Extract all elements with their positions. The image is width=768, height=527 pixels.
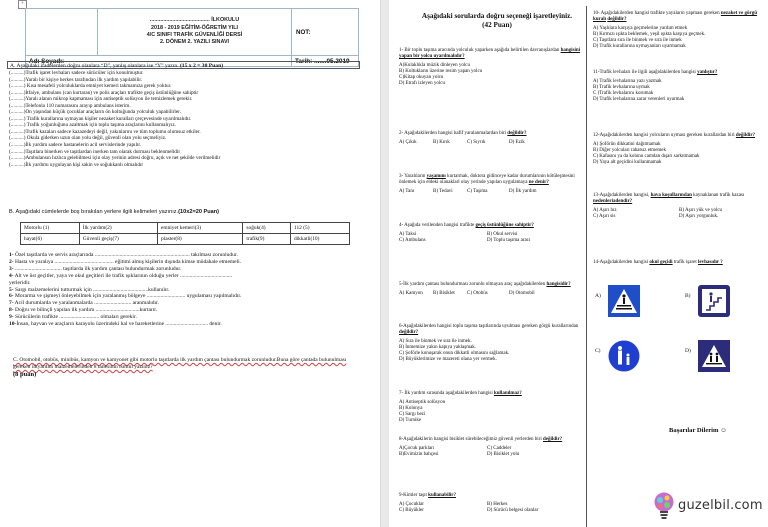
word-bank-cell: Güvenli geçiş(7): [79, 234, 157, 245]
stem-emphasis: yaşamını: [426, 174, 446, 179]
fill-in-sentence: [9, 266, 359, 273]
answer-option[interactable]: C) Taşıma: [467, 189, 488, 195]
sentence-text[interactable]: İnsan, hayvan ve araçların karayolu üzerindeki hal ve hareketlerine ............................... denir.: [16, 321, 222, 328]
stem-emphasis: değildir?: [735, 133, 756, 138]
question-stem: [399, 493, 584, 499]
answer-blank[interactable]: (..........): [9, 89, 26, 96]
answer-option[interactable]: D) Yaya alt geçidini kullanmamak: [593, 160, 662, 166]
stem-emphasis: değildir?: [399, 330, 419, 336]
stem-text: kurtarmak, doktora gidinceye kadar durumlarının kötüleşmesini önlemek için eldeki olanaklarl olay yerinde yapılan uygulamaya: [399, 174, 575, 186]
word-bank-row: [21, 234, 350, 245]
answer-option[interactable]: C) Otobüs: [467, 291, 488, 297]
answer-option[interactable]: B) Bisiklet: [433, 291, 455, 297]
statement-text: On yaşından küçük çocuklar araçların ön koltuğunda yolculuk yapabilirler.: [25, 109, 181, 116]
option-label: B): [685, 293, 691, 299]
sentence-number: 7-: [9, 300, 14, 307]
stem-emphasis: geçiş üstünlüğüne sahiptir?: [475, 223, 534, 228]
sentence-number: 10-: [9, 321, 17, 328]
answer-option[interactable]: A) Tanı: [399, 189, 415, 195]
answer-option[interactable]: C) Aşırı sis: [593, 214, 616, 220]
question-2: [399, 131, 584, 146]
stem-emphasis: nezaket ve görgü kuralı: [593, 11, 757, 23]
section-b-instruction: B. Aşağıdaki cümlelerde boş bırakılan yerlere ilgili kelimeleri yazınız.: [9, 209, 179, 215]
answer-option[interactable]: A)Kulaklıkla müzik dinleyen yolcu: [399, 63, 470, 69]
word-bank-cell: hayat(6): [21, 234, 80, 245]
fill-in-sentence: [9, 287, 359, 294]
question-9: [399, 493, 584, 514]
answer-option[interactable]: A) Sıra ile binmek ve sıra ile inmek.: [399, 339, 472, 345]
sentence-text[interactable]: Acil durumlarda ve yaralanmalarda ........................... aranmalıdır.: [13, 300, 159, 307]
stem-text: 3- Yaralıların: [399, 174, 427, 179]
answer-option[interactable]: B) Herkes: [487, 502, 508, 508]
sentence-text[interactable]: Sargı malzemelerini tutturmak için ........................................kullanılır.: [13, 286, 170, 293]
answer-option[interactable]: B) Koltukların üzerine resim yapan yolcu: [399, 69, 483, 75]
section-b-heading: [9, 209, 219, 215]
question-5: [399, 282, 584, 297]
answer-option[interactable]: B) Kolonya: [399, 406, 423, 412]
question-stem: [593, 133, 765, 139]
pedestrian-overpass-sign-icon: [698, 285, 730, 317]
sentence-text[interactable]: Sürücülerin trafikte ............................. olmaları gerekir.: [13, 314, 137, 321]
word-bank-cell: plaster(8): [158, 234, 243, 245]
stem-emphasis: değildir?: [607, 17, 627, 23]
answer-option[interactable]: B) İnmemize yakın kapıya yaklaşmak.: [399, 345, 477, 351]
answer-options: [593, 26, 765, 50]
answer-option[interactable]: C) Şoförle konuşarak onun dikkatli olmasını sağlamak.: [399, 351, 510, 357]
section-c-points: (8 puan): [13, 371, 37, 378]
statement-text: Trafik kurallarına uymayan kişiler nezaket kuralları çerçevesinde uyarılmalıdır.: [25, 115, 192, 122]
option-label: A): [595, 293, 601, 299]
question-10: [593, 11, 765, 51]
true-false-list: [9, 70, 359, 168]
word-bank-cell: 112 (5): [290, 223, 349, 234]
academic-year: 2018 - 2019 EĞİTİM-ÖĞRETİM YILI: [150, 24, 239, 31]
watermark-logo: [653, 492, 763, 520]
option-label: C): [595, 348, 601, 354]
stem-emphasis: kullanabilir?: [428, 493, 456, 498]
answer-option[interactable]: B) Kırmızı ışıkta beklemek, yeşil ışıkta karşıya geçmek.: [593, 32, 706, 38]
answer-blank[interactable]: (..........): [9, 115, 26, 122]
word-bank-cell: dikkatli(10): [290, 234, 349, 245]
pedestrian-crossing-sign-icon: [608, 285, 640, 317]
sentence-number: 3-: [9, 265, 14, 272]
answer-option[interactable]: C) Sargı bezi: [399, 412, 426, 418]
answer-option[interactable]: C) Caddeler: [487, 446, 512, 452]
sentence-number: 4-: [9, 272, 14, 279]
question-6: [399, 324, 584, 364]
question-stem: [593, 260, 765, 266]
question-4: [399, 223, 584, 244]
answer-options: [399, 339, 584, 363]
answer-blank[interactable]: (..........): [9, 135, 26, 142]
closing-message: Başarılar Dilerim ☺: [669, 427, 727, 434]
sentence-text[interactable]: Morarma ve şişmeyi önleyebilmek için yaralanmış bölgeye ............................ uygulaması yapılmalıdır.: [13, 293, 242, 300]
answer-blank[interactable]: (..........): [9, 76, 26, 83]
answer-options: [399, 232, 584, 244]
answer-option[interactable]: B) Diğer yolcuları rahatsız etmemek: [593, 148, 667, 154]
sentence-text[interactable]: Özel taşıtlarda ve servis araçlarında ..................................................................... takılması zorunludur.: [13, 252, 238, 258]
question-stem: [399, 324, 584, 336]
answer-option[interactable]: B) Tedavi: [433, 189, 453, 195]
answer-blank[interactable]: (..........): [9, 96, 26, 103]
section-a-heading: [7, 61, 360, 69]
question-12: [593, 133, 765, 166]
school-crossing-sign-icon: [698, 340, 730, 372]
sentence-text[interactable]: Alt ve üst geçitler, yaya ve okul geçitleri ile trafik ışıklarının olduğu yerler ......................................: [13, 272, 233, 279]
column-divider: [586, 6, 587, 527]
stem-emphasis: levhasıdır ?: [697, 260, 723, 265]
stem-emphasis: hangisini yapan bir yolcu uyarılmalıdır?: [399, 48, 581, 60]
statement-text: Yaralı alanın mikrop kapmaması için antiseptik solüsyon ile temizlemek gerekir.: [25, 96, 193, 103]
statement-text: İtfaiye, ambulans (can kurtaran) ve polis araçları trafikte geçiş üstünlüğüne sahiptir: [25, 89, 199, 96]
answer-options: [399, 502, 584, 514]
stem-emphasis: hangisidir?: [546, 282, 571, 287]
answer-options: [399, 140, 584, 146]
answer-option[interactable]: D) İlk yardım: [509, 189, 537, 195]
answer-options: [593, 142, 765, 166]
exam-header-table: [25, 8, 359, 67]
answer-options: [399, 291, 584, 297]
answer-option[interactable]: A) Şoförün dikkatini dağıtmamak: [593, 142, 661, 148]
answer-options: [399, 446, 584, 458]
answer-option[interactable]: C) Taşıtlara sıra ile binmek ve sıra ile inmek: [593, 38, 682, 44]
stem-emphasis: yanlıştır?: [697, 70, 718, 75]
stem-text: trafik işaret: [672, 260, 698, 265]
sentence-text[interactable]: Doğru ve bilinçli yapılan ilk yardım ................................kurtarır.: [13, 307, 158, 314]
answer-blank[interactable]: (..........): [9, 102, 26, 109]
answer-option[interactable]: B)Evimizin bahçesi: [399, 452, 439, 458]
fill-in-blank-list: [9, 252, 359, 328]
question-stem: [399, 282, 584, 288]
fill-in-sentence: [9, 280, 359, 287]
header-title-cell: [98, 9, 292, 56]
answer-options: [399, 63, 584, 87]
exam-page-right: [389, 0, 768, 527]
question-stem: [593, 193, 765, 205]
lightbulb-icon: [653, 492, 675, 520]
sentence-text[interactable]: .................................. taşıtlarda ilk yardım çantası bulundurmak zorunludur.: [13, 265, 182, 272]
answer-option[interactable]: B) Kırık: [433, 140, 450, 146]
sentence-number: 6-: [9, 293, 14, 300]
answer-options: [593, 79, 765, 103]
statement-text: Trafik işaret levhaları sadece sürücüler için konulmuştur.: [25, 70, 144, 76]
question-11: [593, 70, 765, 103]
student-name-field[interactable]: Adı Soyadı:: [26, 56, 292, 67]
section-d-title: Aşağıdaki sorularda doğru seçeneği işaretleyiniz.: [421, 12, 573, 20]
word-bank-table: [20, 222, 350, 245]
option-label: D): [685, 348, 691, 354]
stem-text: 4- Aşağıda verilenden hangisi trafikte: [399, 223, 476, 228]
watermark-text: guzelbil.com: [678, 497, 763, 513]
answer-option[interactable]: A) Kamyon: [399, 291, 423, 297]
answer-blank[interactable]: (..........): [9, 142, 26, 149]
stem-text: 12-Aşağıdakilerden hangisi yolcuların uyması gereken kurallardan biri: [593, 133, 736, 138]
section-d-points: (42 Puan): [482, 21, 512, 29]
answer-blank[interactable]: (..........): [9, 148, 26, 155]
answer-option[interactable]: D) Ezik: [509, 140, 525, 146]
answer-option[interactable]: A) Trafik levhalarına yazı yazmak: [593, 79, 662, 85]
answer-blank[interactable]: (..........): [9, 122, 26, 129]
question-8: [399, 437, 584, 458]
sentence-number: 2-: [9, 258, 14, 265]
question-stem: [399, 174, 584, 186]
sentence-text[interactable]: yerleridir.: [9, 279, 31, 286]
answer-option[interactable]: D) Toplu taşıma aracı: [487, 238, 531, 244]
word-bank-cell: trafik(9): [243, 234, 291, 245]
stem-text: 2- Aşağıdakilerden hangisi hafif yaralanmalardan biri: [399, 131, 508, 136]
stem-text: 10- Aşağıdakilerden hangisi trafikte yayaların yapması gereken: [593, 11, 721, 16]
section-c-question: C. Otomobil, otobüs, minibüs, kamyon ve kamyonet gibi motorlu taşıtlarda ilk yardım çantası bulundurmak zorunludur.Buna göre çantada bulunulması gereken ilkyardım malzemelerinden 8 tanesinin ismini yazınız?: [13, 357, 347, 370]
answer-option[interactable]: D) Aşırı yorgunluk.: [679, 214, 719, 220]
statement-text: Telefonla 110 numarasını arayıp ambulans isterim.: [25, 102, 131, 109]
section-c: [13, 357, 353, 379]
exam-date: Tarih: .......05.2019: [292, 56, 359, 67]
word-bank-cell: Motorlu (1): [21, 223, 80, 234]
exam-name: 2. DÖNEM 2. YAZILI SINAVI: [159, 39, 230, 46]
answer-option[interactable]: B) Aşırı yük ve yolcu: [679, 208, 723, 214]
answer-option[interactable]: D) Büyüklerimize ve mazereti olana yer vermek.: [399, 357, 497, 363]
answer-blank[interactable]: (..........): [9, 155, 26, 162]
statement-text: Kısa mesafeli yolculuklarda emniyet kemeri takmamıza gerek yoktur.: [25, 83, 172, 90]
table-move-handle-icon[interactable]: +: [18, 0, 27, 9]
fill-in-sentence: [9, 293, 359, 300]
answer-option[interactable]: C) Büyükler: [399, 508, 424, 514]
section-a-points: (15 x 2 = 30 Puan): [179, 63, 224, 69]
question-stem: [399, 223, 584, 229]
answer-option[interactable]: C) Kafasını ya da kolunu camdan dışarı sarkıtmamak: [593, 154, 700, 160]
answer-options: [399, 400, 584, 424]
statement-text: İlk yardımı uygulayan kişi sakin ve soğukkanlı olmalıdır: [25, 161, 144, 168]
stem-text: 6-Aşağıdakilerden hangisi toplu taşıma taşıtlarında uyulması gereken görgü kurallarından: [399, 324, 579, 329]
stem-emphasis: değildir?: [543, 437, 563, 442]
sentence-number: 1-: [9, 252, 14, 258]
answer-option[interactable]: A) Yaşlılara karşıya geçmelerine yardım etmek: [593, 26, 688, 32]
question-stem: [399, 131, 584, 137]
sentence-number: 8-: [9, 307, 14, 314]
answer-option[interactable]: C )Trafik levhalarını korumak: [593, 91, 654, 97]
word-bank-cell: emniyet kemeri(3): [158, 223, 243, 234]
answer-blank[interactable]: (..........): [9, 70, 26, 76]
stem-text: 11-Trafik levhaları ile ilgili aşağıdakilerden hangisi: [593, 70, 698, 75]
answer-option[interactable]: A)Çocuk parkları: [399, 446, 435, 452]
question-14: [593, 260, 765, 266]
question-stem: [399, 391, 584, 397]
statement-text: Trafik yoğunluğunu azaltmak için toplu taşıma araçlarını kullanmalıyız.: [25, 122, 176, 129]
statement-text: Ambulansın hızlıca gelebilmesi için olay yerinin adresi doğru, açık ve net şekilde verilmelidir: [25, 155, 221, 162]
statement-text: İlk yardım sadece hastanelerin acil servislerinde yapılır.: [25, 142, 142, 149]
answer-blank[interactable]: (..........): [9, 83, 26, 90]
sentence-number: 9-: [9, 314, 14, 321]
answer-option[interactable]: D) Bisiklet yolu: [487, 452, 520, 458]
exam-page-left: [0, 0, 380, 527]
answer-option[interactable]: A) Aşırı hız: [593, 208, 617, 214]
statement-text: Trafik kazaları sadece kazazedeyi değil, yakınlarını ve tüm toplumu olumsuz etkiler.: [25, 128, 201, 135]
statement-text: Taşıtlara binerken ve taşıtlardan inerken tam olarak durması beklenmelidir: [25, 148, 181, 155]
course-name: 4/C SINIFI TRAFİK GÜVENLİĞİ DERSİ: [146, 32, 243, 38]
stem-text: 8-Aşağıdakilerin hangisi bisiklet sürebileceğimiz güvenli yerlerden biri: [399, 437, 543, 442]
sign-options: [593, 285, 765, 385]
answer-option[interactable]: D) Etrafı izleyen yolcu: [399, 81, 445, 87]
stem-emphasis: ne denir?: [528, 180, 549, 186]
question-7: [399, 391, 584, 424]
sentence-text[interactable]: Hasta ve yaralıya ........................................... eğitimi almış kişilerin dışında kimse müdahale etmemeli.: [13, 258, 242, 265]
fill-in-sentence: [9, 321, 359, 328]
stem-emphasis: okul geçidi: [649, 260, 673, 265]
answer-option[interactable]: C) Sıyrık: [467, 140, 486, 146]
answer-options: [593, 208, 765, 220]
fill-in-sentence: [9, 259, 359, 266]
word-bank-row: [21, 223, 350, 234]
stem-emphasis: değildir?: [507, 131, 527, 136]
stem-text: 5-İlk yardım çantası bulundurması zorunlu olmayan araç aşağıdakilerden: [399, 282, 547, 287]
answer-option[interactable]: B) Trafik levhalarına uymak: [593, 85, 650, 91]
pedestrian-path-sign-icon: [608, 340, 640, 372]
answer-option[interactable]: A) Çıkık: [399, 140, 417, 146]
answer-blank[interactable]: (..........): [9, 109, 26, 116]
word-bank-cell: soğuk(4): [243, 223, 291, 234]
question-1: [399, 48, 584, 88]
stem-text: 9-Kimler taşıt: [399, 493, 429, 498]
question-13: [593, 193, 765, 220]
statement-text: Yaralı bir kişiye herkes tarafından ilk yardım yapılabilir.: [25, 76, 143, 83]
fill-in-sentence: [9, 273, 359, 280]
stem-text: kaynaklanan trafik kazası: [691, 193, 745, 198]
word-bank-cell: İlk yardım(2): [79, 223, 157, 234]
school-name: ........................................ İLKOKULU: [149, 17, 240, 24]
answer-options: [399, 189, 584, 195]
answer-option[interactable]: D) Turnike: [399, 418, 422, 424]
answer-option[interactable]: D) Sürücü belgesi olanlar: [487, 508, 539, 514]
section-b-points: (10x2=20 Puan): [178, 209, 220, 215]
sentence-number: 5-: [9, 286, 14, 293]
answer-blank[interactable]: (..........): [9, 161, 26, 168]
statement-text: Okula giderken uzun olan yolu değil, güvenli olan yolu seçmeliyiz.: [25, 135, 167, 142]
answer-option[interactable]: C) Ambulans: [399, 238, 426, 244]
answer-option[interactable]: C)Kitap okuyan yolcu: [399, 75, 444, 81]
stem-text: 7- İlk yardım sırasında aşağıdakilerden hangisi: [399, 391, 494, 396]
answer-option[interactable]: D) Trafik levhalarına zarar verenleri uyarmak: [593, 97, 685, 103]
stem-text: 13-Aşağıdakilerden hangisi,: [593, 193, 651, 198]
question-3: [399, 174, 584, 195]
question-stem: [593, 70, 765, 76]
header-blank-cell: [26, 9, 98, 56]
answer-option[interactable]: A) Çocuklar: [399, 502, 424, 508]
section-d-heading: [407, 12, 587, 30]
answer-option[interactable]: D) Otomobil: [509, 291, 535, 297]
question-stem: [593, 11, 765, 23]
answer-option[interactable]: D) Trafik kurallarına uymayanları uyarmamak: [593, 44, 686, 50]
question-stem: [399, 437, 584, 443]
answer-blank[interactable]: (..........): [9, 128, 26, 135]
answer-option[interactable]: A) Taksi: [399, 232, 417, 238]
answer-option[interactable]: B) Okul servisi: [487, 232, 518, 238]
stem-emphasis: nedenleriadendir?: [593, 199, 633, 205]
section-a-instruction: A. Aşağıdaki ifadelerden doğru olanlara “D”, yanlış olanlara ise “Y” yazın.: [10, 63, 179, 69]
stem-emphasis: hava koşullarından: [650, 193, 692, 198]
answer-option[interactable]: A) Antiseptik solüsyon: [399, 400, 446, 406]
fill-in-sentence: [9, 252, 359, 259]
question-stem: [399, 48, 584, 60]
stem-emphasis: kullanılmaz?: [493, 391, 522, 396]
grade-cell: NOT:: [292, 9, 359, 56]
stem-text: 1- Bir toplu taşıma aracında yolculuk yaparken aşağıda belirtilen davranışlardan: [399, 48, 561, 53]
stem-text: 14-Aşağıdakilerden hangisi: [593, 260, 650, 265]
true-false-item: [9, 162, 359, 169]
